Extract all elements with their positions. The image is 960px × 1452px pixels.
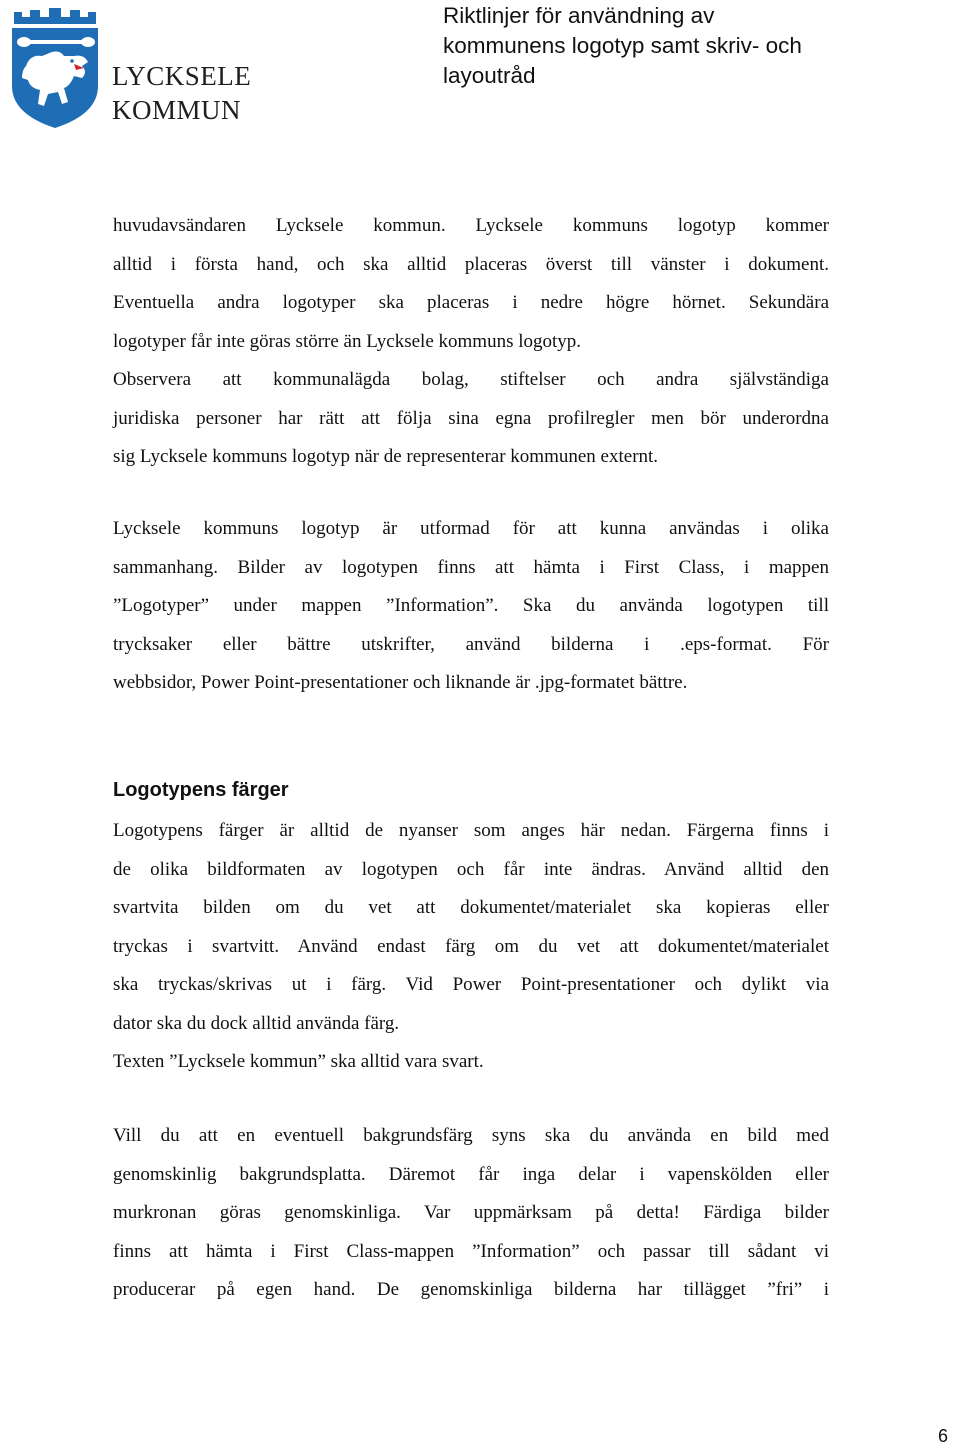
paragraph-line: webbsidor, Power Point-presentationer och liknande är .jpg-formatet bättre. [113, 672, 688, 693]
mural-crown-icon [14, 8, 96, 24]
paragraph-logotype-formats [113, 510, 829, 703]
paragraph-line: producerar på egen hand. De genomskinliga bilderna har tillägget ”fri” i [113, 1279, 829, 1300]
page-number: 6 [937, 1426, 948, 1446]
paragraph-line: sammanhang. Bilder av logotypen finns att hämta i First Class, i mappen [113, 556, 829, 578]
paragraph-line: genomskinlig bakgrundsplatta. Däremot får inga delar i vapenskölden eller [113, 1163, 829, 1185]
logo-wordmark-line1: LYCKSELE [112, 61, 252, 91]
paragraph-line: sig Lycksele kommuns logotyp när de representerar kommunen externt. [113, 446, 659, 467]
lycksele-kommun-logo [4, 2, 260, 134]
document-title-line: Riktlinjer för användning av [443, 3, 715, 28]
logo-wordmark [112, 59, 251, 127]
paragraph-line: ”Logotyper” under mappen ”Information”. Ska du använda logotypen till [113, 595, 829, 616]
paragraph-line: ska tryckas/skrivas ut i färg. Vid Power Point-presentationer och dylikt via [113, 974, 829, 995]
paragraph-logotype-placement [113, 207, 829, 477]
paragraph-line: Eventuella andra logotyper ska placeras i nedre högre hörnet. Sekundära [113, 292, 829, 313]
logo-wordmark-line2: KOMMUN [112, 95, 242, 125]
paragraph-line: Observera att kommunalägda bolag, stiftelser och andra självständiga [113, 369, 829, 390]
document-title [443, 1, 943, 91]
paragraph-line: tryckas i svartvitt. Använd endast färg om du vet att dokumentet/materialet [113, 935, 829, 957]
paragraph-background-color [113, 1117, 829, 1310]
paragraph-line: dator ska du dock alltid använda färg. [113, 1012, 400, 1034]
paragraph-line: Vill du att en eventuell bakgrundsfärg syns ska du använda en bild med [113, 1125, 829, 1146]
paragraph-line: alltid i första hand, och ska alltid placeras överst till vänster i dokument. [113, 253, 829, 275]
paragraph-line: murkronan göras genomskinliga. Var uppmärksam på detta! Färdiga bilder [113, 1202, 829, 1223]
paragraph-line: de olika bildformaten av logotypen och får inte ändras. Använd alltid den [113, 858, 829, 880]
paragraph-line: logotyper får inte göras större än Lycksele kommuns logotyp. [113, 330, 582, 352]
paragraph-line: Lycksele kommuns logotyp är utformad för att kunna användas i olika [113, 518, 829, 539]
coat-of-arms-icon [8, 6, 102, 130]
paragraph-line: finns att hämta i First Class-mappen ”Information” och passar till sådant vi [113, 1240, 829, 1262]
paragraph-line: juridiska personer har rätt att följa sina egna profilregler men bör underordna [113, 407, 829, 429]
paragraph-line: svartvita bilden om du vet att dokumentet/materialet ska kopieras eller [113, 897, 829, 918]
paragraph-line: huvudavsändaren Lycksele kommun. Lycksele kommuns logotyp kommer [113, 215, 829, 236]
paragraph-line: Logotypens färger är alltid de nyanser som anges här nedan. Färgerna finns i [113, 820, 829, 841]
paragraph-logotype-colors [113, 812, 829, 1082]
document-title-line: layoutråd [443, 63, 536, 88]
paragraph-line: Texten ”Lycksele kommun” ska alltid vara svart. [113, 1051, 484, 1072]
section-heading-logotype-colors: Logotypens färger [113, 779, 289, 801]
document-title-line: kommunens logotyp samt skriv- och [443, 33, 802, 58]
paragraph-line: trycksaker eller bättre utskrifter, använd bilderna i .eps-format. För [113, 633, 829, 655]
